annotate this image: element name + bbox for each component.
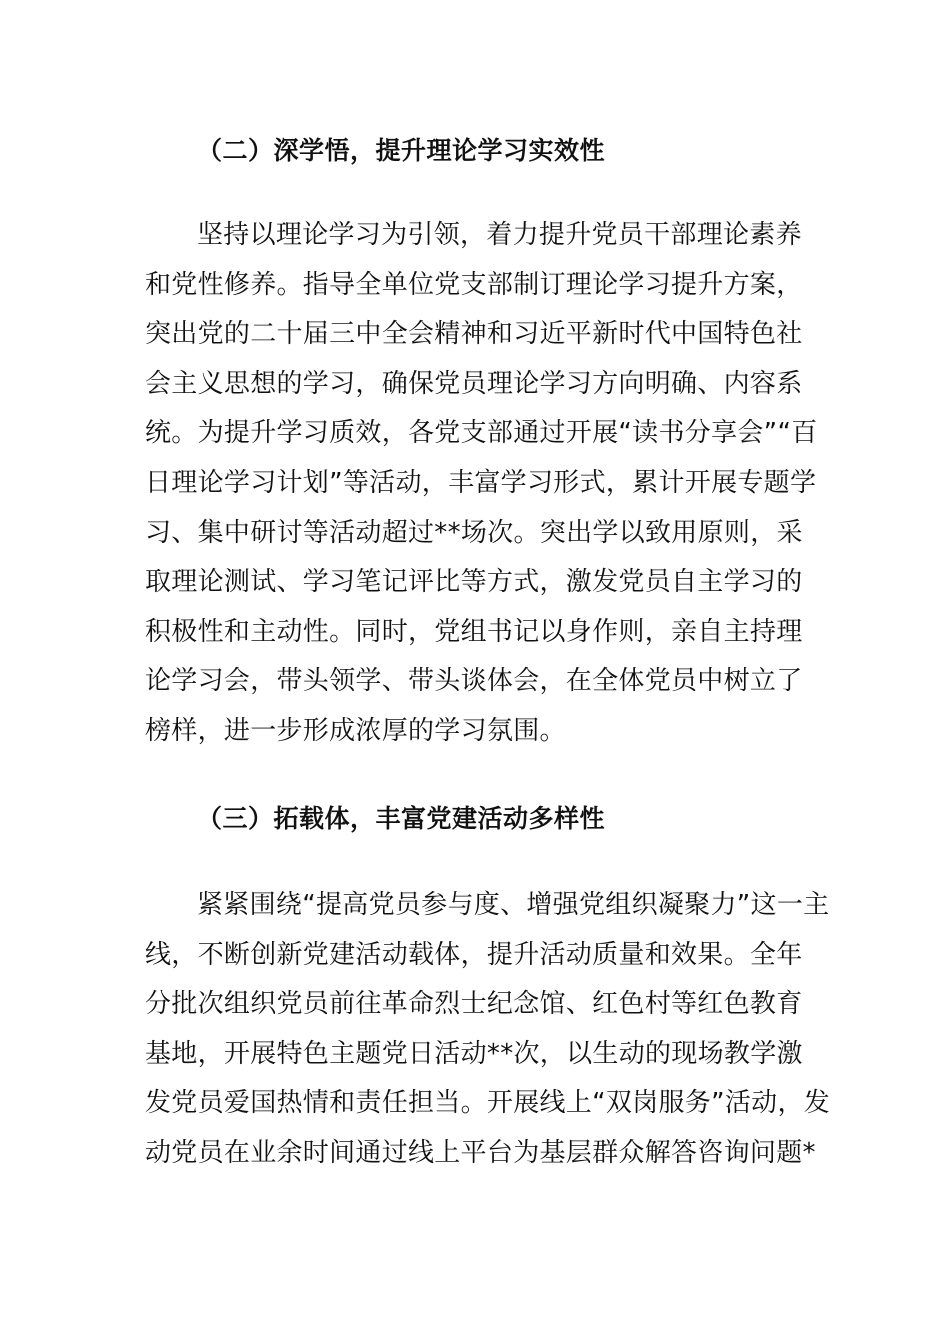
paragraph-line: 紧紧围绕“提高党员参与度、增强党组织凝聚力”这一主 — [197, 890, 830, 920]
paragraph-line: 积极性和主动性。同时，党组书记以身作则，亲自主持理 — [145, 616, 803, 647]
paragraph-line: 线，不断创新党建活动载体，提升活动质量和效果。全年 — [145, 939, 803, 970]
paragraph-line: 发党员爱国热情和责任担当。开展线上“双岗服务”活动，发 — [145, 1088, 831, 1119]
paragraph-line: 统。为提升学习质效，各党支部通过开展“读书分享会”“百 — [145, 418, 818, 449]
paragraph-line: 动党员在业余时间通过线上平台为基层群众解答咨询问题* — [145, 1137, 816, 1168]
paragraph-line: 坚持以理论学习为引领，着力提升党员干部理论素养 — [197, 220, 802, 250]
paragraph-line: 基地，开展特色主题党日活动**次，以生动的现场教学激 — [145, 1038, 803, 1069]
section-2-paragraph — [145, 211, 818, 757]
paragraph-line: 习、集中研讨等活动超过**场次。突出学以致用原则，采 — [145, 517, 803, 548]
paragraph-line: 突出党的二十届三中全会精神和习近平新时代中国特色社 — [145, 319, 803, 350]
paragraph-line: 榜样，进一步形成浓厚的学习氛围。 — [145, 715, 566, 746]
paragraph-line: 分批次组织党员前往革命烈士纪念馆、红色村等红色教育 — [145, 989, 803, 1020]
paragraph-line: 日理论学习计划”等活动，丰富学习形式，累计开展专题学 — [145, 467, 817, 498]
section-heading-2: （二）深学悟，提升理论学习实效性 — [197, 136, 606, 165]
paragraph-line: 会主义思想的学习，确保党员理论学习方向明确、内容系 — [145, 368, 803, 399]
section-heading-3: （三）拓载体，丰富党建活动多样性 — [197, 804, 606, 833]
paragraph-line: 和党性修养。指导全单位党支部制订理论学习提升方案， — [145, 269, 803, 300]
section-3-paragraph — [145, 881, 831, 1179]
paragraph-line: 取理论测试、学习笔记评比等方式，激发党员自主学习的 — [145, 567, 803, 598]
paragraph-line: 论学习会，带头领学、带头谈体会，在全体党员中树立了 — [145, 666, 803, 697]
